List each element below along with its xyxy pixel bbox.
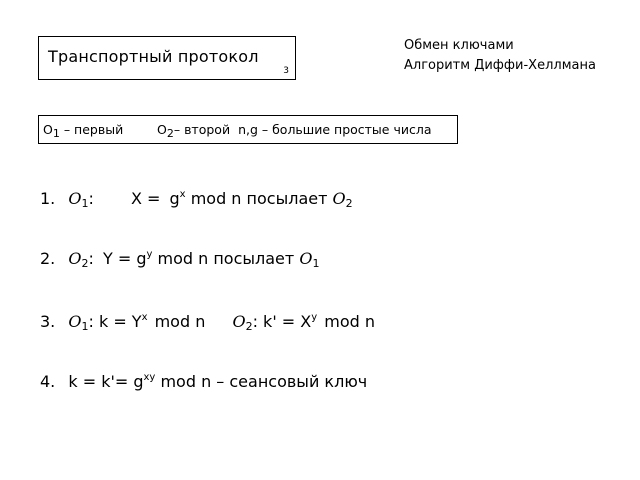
first-label: – первый — [63, 122, 124, 137]
parameters-label: n,g – большие простые числа — [238, 122, 432, 137]
colon: : — [88, 189, 94, 208]
slide-title: Транспортный протокол — [48, 47, 259, 66]
second-label: – второй — [173, 122, 231, 137]
topic-line-1: Обмен ключами — [404, 38, 514, 53]
session-key-label: mod n – сеансовый ключ — [160, 372, 368, 391]
k-prime-equals: : k' = X — [252, 312, 312, 331]
party-letter: O — [68, 249, 82, 268]
colon: : — [88, 249, 94, 268]
exponent: x — [141, 312, 148, 323]
base-g: g — [169, 189, 180, 208]
party-index: 2 — [166, 127, 174, 140]
exponent: y — [146, 249, 153, 260]
party-letter: O — [232, 312, 246, 331]
recipient-letter: O — [332, 189, 346, 208]
party-index: 1 — [52, 127, 60, 140]
session-key-formula: k = k'= g — [68, 372, 144, 391]
mod-n: mod n — [324, 312, 376, 331]
mod-send: mod n посылает — [190, 189, 328, 208]
step-2 — [40, 249, 319, 270]
step-1 — [40, 189, 353, 210]
party-letter: O — [68, 312, 82, 331]
title-box — [38, 36, 296, 80]
party-letter: O — [157, 122, 167, 137]
step-3 — [40, 312, 375, 333]
party-letter: O — [43, 122, 53, 137]
step-number: 2. — [40, 249, 56, 268]
topic-line-2: Алгоритм Диффи-Хеллмана — [404, 58, 596, 73]
recipient-index: 1 — [312, 257, 320, 270]
party-letter: O — [68, 189, 82, 208]
exponent: y — [311, 312, 318, 323]
step-number: 1. — [40, 189, 56, 208]
definition-second — [157, 122, 432, 140]
mod-n: mod n — [154, 312, 206, 331]
definitions-box — [38, 115, 458, 144]
party-index: 2 — [245, 320, 253, 333]
party-index: 2 — [81, 257, 89, 270]
party-index: 1 — [81, 320, 89, 333]
recipient-index: 2 — [345, 197, 353, 210]
page-number: 3 — [283, 66, 289, 76]
step-4 — [40, 372, 367, 391]
definition-first — [43, 122, 123, 140]
x-equals: X = — [130, 189, 161, 208]
step-number: 3. — [40, 312, 56, 331]
mod-send: mod n посылает — [157, 249, 295, 268]
y-equals: Y = g — [102, 249, 147, 268]
step-number: 4. — [40, 372, 56, 391]
k-equals: : k = Y — [88, 312, 142, 331]
party-index: 1 — [81, 197, 89, 210]
recipient-letter: O — [299, 249, 313, 268]
exponent: x — [179, 189, 186, 200]
exponent: xy — [143, 372, 156, 383]
